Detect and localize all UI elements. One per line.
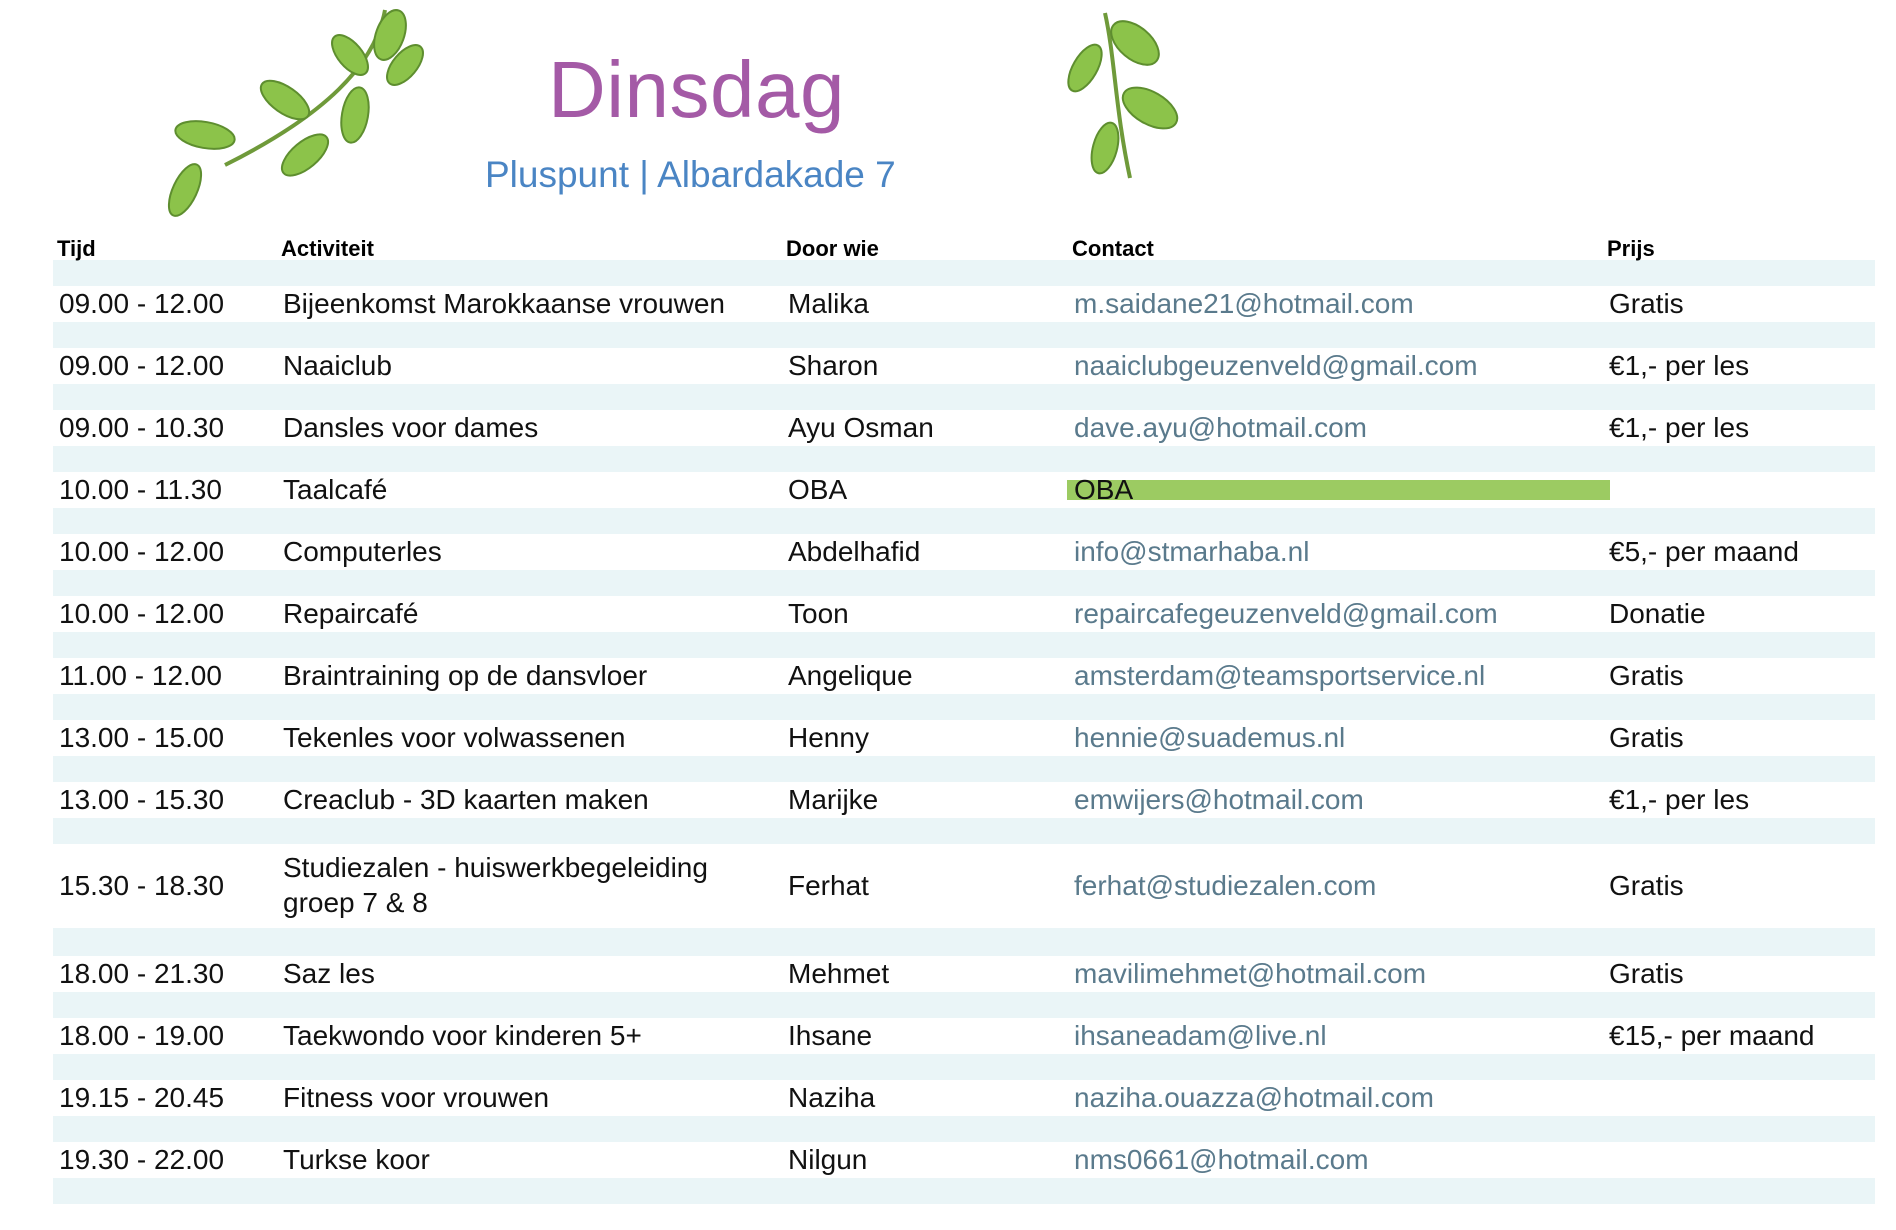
activity-cell: Braintraining op de dansvloer — [283, 659, 648, 691]
time-cell: 09.00 - 12.00 — [59, 349, 225, 381]
activity-cell: Studiezalen - huiswerkbegeleiding groep 7 & 8 — [283, 852, 708, 918]
time-cell: 13.00 - 15.00 — [59, 721, 225, 753]
table-row — [53, 1018, 1875, 1054]
time-cell: 09.00 - 10.30 — [59, 411, 225, 443]
row-divider — [53, 756, 1875, 782]
contact-cell[interactable]: hennie@suademus.nl — [1074, 721, 1346, 753]
column-header-contact: Contact — [1072, 236, 1154, 261]
price-cell: Gratis — [1609, 721, 1684, 753]
who-cell: Henny — [788, 721, 869, 753]
price-cell: Gratis — [1609, 869, 1684, 901]
table-row — [53, 1080, 1875, 1116]
table-row — [53, 286, 1875, 322]
price-cell — [1609, 1080, 1869, 1116]
schedule-table — [53, 232, 1875, 1204]
activity-cell: Taalcafé — [283, 473, 388, 505]
table-row — [53, 348, 1875, 384]
row-divider — [53, 632, 1875, 658]
time-cell: 15.30 - 18.30 — [59, 869, 225, 901]
leafy-branch-icon — [1060, 8, 1190, 183]
table-row — [53, 956, 1875, 992]
price-cell — [1609, 472, 1869, 508]
column-header-price: Prijs — [1607, 236, 1655, 261]
table-body — [53, 260, 1875, 1204]
time-cell: 11.00 - 12.00 — [59, 659, 222, 691]
row-divider — [53, 508, 1875, 534]
activity-cell: Turkse koor — [283, 1143, 430, 1175]
contact-cell[interactable]: mavilimehmet@hotmail.com — [1074, 957, 1427, 989]
who-cell: Malika — [788, 287, 869, 319]
who-cell: Ayu Osman — [788, 411, 934, 443]
contact-cell[interactable]: ferhat@studiezalen.com — [1074, 869, 1377, 901]
price-cell: Gratis — [1609, 659, 1684, 691]
time-cell: 10.00 - 12.00 — [59, 535, 225, 567]
activity-cell: Creaclub - 3D kaarten maken — [283, 783, 649, 815]
page-title: Dinsdag — [548, 45, 846, 134]
price-cell: Donatie — [1609, 597, 1706, 629]
table-header — [53, 232, 1875, 260]
row-divider — [53, 1178, 1875, 1204]
row-divider — [53, 384, 1875, 410]
contact-cell[interactable]: amsterdam@teamsportservice.nl — [1074, 659, 1486, 691]
table-row — [53, 1142, 1875, 1178]
contact-cell[interactable]: repaircafegeuzenveld@gmail.com — [1074, 597, 1498, 629]
who-cell: Nilgun — [788, 1143, 868, 1175]
time-cell: 10.00 - 12.00 — [59, 597, 225, 629]
contact-cell[interactable]: ihsaneadam@live.nl — [1074, 1019, 1327, 1051]
price-cell: €1,- per les — [1609, 411, 1750, 443]
row-divider — [53, 260, 1875, 286]
contact-cell[interactable]: nms0661@hotmail.com — [1074, 1143, 1369, 1175]
contact-cell[interactable]: naaiclubgeuzenveld@gmail.com — [1074, 349, 1478, 381]
table-row — [53, 472, 1875, 508]
contact-cell[interactable]: naziha.ouazza@hotmail.com — [1074, 1081, 1434, 1113]
price-cell: Gratis — [1609, 957, 1684, 989]
activity-cell: Naaiclub — [283, 349, 392, 381]
who-cell: Marijke — [788, 783, 879, 815]
time-cell: 10.00 - 11.30 — [59, 473, 222, 505]
who-cell: Mehmet — [788, 957, 890, 989]
price-cell: Gratis — [1609, 287, 1684, 319]
row-divider — [53, 1116, 1875, 1142]
table-row — [53, 844, 1875, 928]
who-cell: Ihsane — [788, 1019, 873, 1051]
column-header-who: Door wie — [786, 236, 879, 261]
leafy-branch-icon — [165, 5, 425, 225]
time-cell: 19.15 - 20.45 — [59, 1081, 225, 1113]
time-cell: 13.00 - 15.30 — [59, 783, 225, 815]
row-divider — [53, 928, 1875, 956]
contact-cell: OBA — [1067, 480, 1610, 500]
row-divider — [53, 992, 1875, 1018]
who-cell: OBA — [788, 473, 848, 505]
table-row — [53, 658, 1875, 694]
activity-cell: Repaircafé — [283, 597, 419, 629]
row-divider — [53, 694, 1875, 720]
contact-cell[interactable]: m.saidane21@hotmail.com — [1074, 287, 1414, 319]
who-cell: Sharon — [788, 349, 879, 381]
activity-cell: Fitness voor vrouwen — [283, 1081, 550, 1113]
row-divider — [53, 818, 1875, 844]
contact-cell[interactable]: info@stmarhaba.nl — [1074, 535, 1310, 567]
table-row — [53, 596, 1875, 632]
activity-cell: Dansles voor dames — [283, 411, 539, 443]
table-row — [53, 534, 1875, 570]
price-cell: €1,- per les — [1609, 783, 1750, 815]
who-cell: Ferhat — [788, 869, 869, 901]
column-header-activity: Activiteit — [281, 236, 374, 261]
price-cell — [1609, 1142, 1869, 1178]
activity-cell: Taekwondo voor kinderen 5+ — [283, 1019, 642, 1051]
activity-cell: Computerles — [283, 535, 442, 567]
row-divider — [53, 322, 1875, 348]
row-divider — [53, 570, 1875, 596]
price-cell: €1,- per les — [1609, 349, 1750, 381]
table-row — [53, 720, 1875, 756]
time-cell: 19.30 - 22.00 — [59, 1143, 225, 1175]
contact-cell[interactable]: emwijers@hotmail.com — [1074, 783, 1364, 815]
row-divider — [53, 446, 1875, 472]
table-row — [53, 782, 1875, 818]
activity-cell: Bijeenkomst Marokkaanse vrouwen — [283, 287, 725, 319]
time-cell: 18.00 - 21.30 — [59, 957, 225, 989]
activity-cell: Tekenles voor volwassenen — [283, 721, 626, 753]
who-cell: Angelique — [788, 659, 913, 691]
column-header-time: Tijd — [57, 236, 96, 261]
price-cell: €15,- per maand — [1609, 1019, 1815, 1051]
who-cell: Abdelhafid — [788, 535, 921, 567]
time-cell: 18.00 - 19.00 — [59, 1019, 225, 1051]
contact-cell[interactable]: dave.ayu@hotmail.com — [1074, 411, 1368, 443]
who-cell: Toon — [788, 597, 849, 629]
row-divider — [53, 1054, 1875, 1080]
page-subtitle: Pluspunt | Albardakade 7 — [485, 154, 896, 195]
table-row — [53, 410, 1875, 446]
who-cell: Naziha — [788, 1081, 876, 1113]
price-cell: €5,- per maand — [1609, 535, 1799, 567]
time-cell: 09.00 - 12.00 — [59, 287, 225, 319]
activity-cell: Saz les — [283, 957, 375, 989]
